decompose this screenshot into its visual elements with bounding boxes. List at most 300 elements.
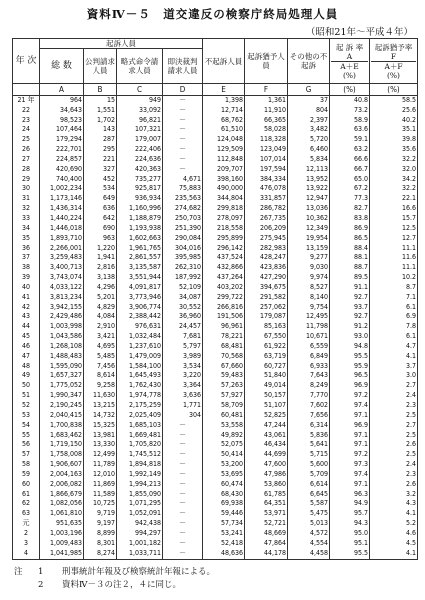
value-cell: 1,193,938 xyxy=(117,224,163,234)
value-cell: 59,446 xyxy=(203,509,245,519)
header-suspension-letter: F xyxy=(390,51,397,61)
header-year: 年 次 xyxy=(13,39,40,84)
value-cell: 92.7 xyxy=(330,312,370,322)
table-row xyxy=(13,539,418,549)
table-row xyxy=(13,253,418,263)
value-cell: 67,660 xyxy=(203,362,245,372)
value-cell: 88.1 xyxy=(330,253,370,263)
value-cell: 124,048 xyxy=(203,135,245,145)
table-row xyxy=(13,411,418,421)
value-cell: 95.5 xyxy=(330,549,370,559)
value-cell: 1,188,879 xyxy=(117,214,163,224)
value-cell: 476,078 xyxy=(245,184,288,194)
value-cell: 420,363 xyxy=(117,165,163,175)
value-cell: 2,816 xyxy=(84,263,117,273)
value-cell: 96,961 xyxy=(203,322,245,332)
table-row xyxy=(13,283,418,293)
value-cell: 9,258 xyxy=(84,381,117,391)
value-cell: 78,221 xyxy=(203,332,245,342)
value-cell: 1,440,224 xyxy=(40,214,84,224)
value-cell: 191,506 xyxy=(203,312,245,322)
value-cell: 95.9 xyxy=(330,362,370,372)
value-cell: 82.7 xyxy=(330,204,370,214)
value-cell: 94.3 xyxy=(330,519,370,529)
header-other-non: その他の不起訴 xyxy=(288,39,330,84)
header-public-trial: 公判請求人員 xyxy=(84,49,117,84)
value-cell: 75,883 xyxy=(163,184,203,194)
value-cell: 95.0 xyxy=(330,529,370,539)
value-cell: 118,328 xyxy=(245,135,288,145)
value-cell: 95.1 xyxy=(330,539,370,549)
value-cell: 15 xyxy=(84,95,117,105)
value-cell: 67,550 xyxy=(245,332,288,342)
value-cell: 4,829 xyxy=(84,303,117,313)
value-cell: 13,922 xyxy=(288,184,330,194)
value-cell: 53,241 xyxy=(203,529,245,539)
value-cell: 13,330 xyxy=(84,440,117,450)
value-cell: 143 xyxy=(84,125,117,135)
value-cell: 5,836 xyxy=(288,431,330,441)
table-row xyxy=(13,194,418,204)
value-cell: 97.4 xyxy=(330,401,370,411)
value-cell: 299,818 xyxy=(203,204,245,214)
value-cell: 222,406 xyxy=(117,145,163,155)
table-row xyxy=(13,106,418,116)
value-cell: 88.7 xyxy=(330,263,370,273)
table-row xyxy=(13,480,418,490)
note-2 xyxy=(14,579,215,592)
value-cell: － xyxy=(163,95,203,105)
value-cell: 61,922 xyxy=(245,342,288,352)
value-cell: 2,388,442 xyxy=(117,312,163,322)
value-cell: 49,892 xyxy=(203,431,245,441)
value-cell: 43,061 xyxy=(245,431,288,441)
value-cell: 295,899 xyxy=(203,234,245,244)
letter-cell: D xyxy=(163,84,203,96)
table-row xyxy=(13,352,418,362)
value-cell: 224,636 xyxy=(117,155,163,165)
value-cell: 398,160 xyxy=(203,175,245,185)
value-cell: 1,220 xyxy=(84,244,117,254)
value-cell: 2.7 xyxy=(370,381,418,391)
year-cell: 26 xyxy=(13,145,40,155)
value-cell: 1,961,765 xyxy=(117,244,163,254)
value-cell: 6,849 xyxy=(288,352,330,362)
value-cell: 1,052,091 xyxy=(117,509,163,519)
value-cell: 61,785 xyxy=(245,490,288,500)
value-cell: 1,436,314 xyxy=(40,204,84,214)
value-cell: 3,743,074 xyxy=(40,273,84,283)
value-cell: 1,361 xyxy=(245,95,288,105)
table-row xyxy=(13,175,418,185)
value-cell: 1,906,607 xyxy=(40,460,84,470)
value-cell: 6.1 xyxy=(370,303,418,313)
note-1 xyxy=(14,566,215,579)
value-cell: 2,006,082 xyxy=(40,480,84,490)
value-cell: 12,499 xyxy=(84,450,117,460)
header-prosecution-group: 起訴人員 xyxy=(40,39,203,49)
value-cell: 286,782 xyxy=(245,204,288,214)
value-cell: 1,446,018 xyxy=(40,224,84,234)
value-cell: 65.0 xyxy=(330,175,370,185)
value-cell: 299,722 xyxy=(203,293,245,303)
year-cell: 55 xyxy=(13,431,40,441)
value-cell: 53,200 xyxy=(203,460,245,470)
value-cell: 8,274 xyxy=(84,549,117,559)
year-cell: 54 xyxy=(13,421,40,431)
value-cell: 47,986 xyxy=(245,470,288,480)
table-body xyxy=(13,84,418,560)
table-row xyxy=(13,421,418,431)
table-header xyxy=(13,39,418,84)
value-cell: 9,974 xyxy=(288,273,330,283)
table-row xyxy=(13,381,418,391)
value-cell: 1,702 xyxy=(84,116,117,126)
value-cell: 92.7 xyxy=(330,293,370,303)
table-row xyxy=(13,204,418,214)
value-cell: 60,727 xyxy=(245,362,288,372)
value-cell: 85,163 xyxy=(245,322,288,332)
value-cell: 60,474 xyxy=(203,480,245,490)
table-row xyxy=(13,529,418,539)
value-cell: 64,351 xyxy=(245,499,288,509)
value-cell: 534 xyxy=(84,184,117,194)
value-cell: 39.8 xyxy=(370,135,418,145)
value-cell: 15.7 xyxy=(370,214,418,224)
value-cell: 7,770 xyxy=(288,391,330,401)
value-cell: 1,003,998 xyxy=(40,322,84,332)
value-cell: 129,509 xyxy=(203,145,245,155)
year-cell: 44 xyxy=(13,322,40,332)
value-cell: 282,983 xyxy=(245,244,288,254)
year-cell: 49 xyxy=(13,371,40,381)
table-row xyxy=(13,273,418,283)
value-cell: 47,600 xyxy=(245,460,288,470)
value-cell: 3,138 xyxy=(84,273,117,283)
value-cell: 53,971 xyxy=(245,509,288,519)
value-cell: 34.2 xyxy=(370,175,418,185)
value-cell: 58.9 xyxy=(330,116,370,126)
value-cell: 1,771 xyxy=(163,401,203,411)
value-cell: 1,705,820 xyxy=(117,440,163,450)
value-cell: 1,041,985 xyxy=(40,549,84,559)
value-cell: 1,941 xyxy=(84,253,117,263)
value-cell: 304,016 xyxy=(163,244,203,254)
header-suspension-pct: (%) xyxy=(387,70,400,80)
value-cell: 9,197 xyxy=(84,519,117,529)
value-cell: 4.1 xyxy=(370,352,418,362)
table-row xyxy=(13,460,418,470)
value-cell: 22.1 xyxy=(370,194,418,204)
value-cell: 649 xyxy=(84,194,117,204)
value-cell: － xyxy=(163,499,203,509)
note-number: 2 xyxy=(38,580,44,590)
value-cell: 1,551 xyxy=(84,106,117,116)
value-cell: 58,028 xyxy=(245,125,288,135)
year-cell: 53 xyxy=(13,411,40,421)
value-cell: 5,485 xyxy=(84,352,117,362)
value-cell: 1,990,347 xyxy=(40,391,84,401)
value-cell: 4.1 xyxy=(370,549,418,559)
value-cell: － xyxy=(163,165,203,175)
value-cell: 291,582 xyxy=(245,293,288,303)
value-cell: 1,032,484 xyxy=(117,332,163,342)
value-cell: 7,456 xyxy=(84,362,117,372)
value-cell: 3,942,155 xyxy=(40,303,84,313)
value-cell: 12,113 xyxy=(288,165,330,175)
value-cell: 951,635 xyxy=(40,519,84,529)
value-cell: 93.0 xyxy=(330,332,370,342)
value-cell: 7,643 xyxy=(288,371,330,381)
value-cell: 11,798 xyxy=(288,322,330,332)
value-cell: 95.7 xyxy=(330,509,370,519)
value-cell: 2,910 xyxy=(84,322,117,332)
value-cell: 1,584,100 xyxy=(117,362,163,372)
value-cell: 251,390 xyxy=(163,224,203,234)
value-cell: 2.5 xyxy=(370,450,418,460)
value-cell: 304 xyxy=(163,411,203,421)
value-cell: 6,933 xyxy=(288,362,330,372)
value-cell: 4,091,817 xyxy=(117,283,163,293)
value-cell: 57,263 xyxy=(203,381,245,391)
value-cell: 1,866,679 xyxy=(40,490,84,500)
value-cell: 52,825 xyxy=(245,411,288,421)
year-cell: 40 xyxy=(13,283,40,293)
value-cell: 2,040,415 xyxy=(40,411,84,421)
table-row xyxy=(13,125,418,135)
table-row xyxy=(13,519,418,529)
value-cell: 69,938 xyxy=(203,499,245,509)
value-cell: 740,400 xyxy=(40,175,84,185)
year-cell: 59 xyxy=(13,470,40,480)
value-cell: 96.3 xyxy=(330,490,370,500)
table-row xyxy=(13,401,418,411)
page-title: 資料Ⅳ－５ 道交違反の検察庁終局処理人員 xyxy=(86,7,339,21)
value-cell: 51,840 xyxy=(245,371,288,381)
value-cell: 395,985 xyxy=(163,253,203,263)
table-row xyxy=(13,470,418,480)
value-cell: 11,589 xyxy=(84,490,117,500)
value-cell: 1,001,182 xyxy=(117,539,163,549)
year-cell: 元 xyxy=(13,519,40,529)
table-row xyxy=(13,342,418,352)
value-cell: － xyxy=(163,529,203,539)
value-cell: 6,645 xyxy=(288,490,330,500)
value-cell: 925,817 xyxy=(117,184,163,194)
value-cell: 13,981 xyxy=(84,431,117,441)
header-suspended: 起訴猶予人員 xyxy=(245,39,288,84)
letter-cell xyxy=(13,84,40,96)
value-cell: 437,524 xyxy=(203,253,245,263)
value-cell: 8.7 xyxy=(370,283,418,293)
value-cell: 1,657,327 xyxy=(40,371,84,381)
value-cell: 66.7 xyxy=(330,165,370,175)
value-cell: 46,434 xyxy=(245,440,288,450)
value-cell: 8,301 xyxy=(84,539,117,549)
value-cell: 384,334 xyxy=(245,175,288,185)
value-cell: 3,482 xyxy=(288,125,330,135)
year-cell: 35 xyxy=(13,234,40,244)
value-cell: 420,690 xyxy=(40,165,84,175)
value-cell: 218,558 xyxy=(203,224,245,234)
value-cell: 5,201 xyxy=(84,293,117,303)
value-cell: 63.6 xyxy=(330,125,370,135)
year-cell: 58 xyxy=(13,460,40,470)
value-cell: 1,894,818 xyxy=(117,460,163,470)
value-cell: 250,703 xyxy=(163,214,203,224)
value-cell: 33,092 xyxy=(117,106,163,116)
year-cell: 21 年 xyxy=(13,95,40,105)
value-cell: 40.2 xyxy=(370,116,418,126)
year-cell: 52 xyxy=(13,401,40,411)
value-cell: 1,479,009 xyxy=(117,352,163,362)
value-cell: 1,595,090 xyxy=(40,362,84,372)
value-cell: 37 xyxy=(288,95,330,105)
value-cell: 52,109 xyxy=(163,283,203,293)
value-cell: 2,429,486 xyxy=(40,312,84,322)
note-text: 刑事統計年報及び検察統計年報による。 xyxy=(62,567,216,577)
value-cell: 5,600 xyxy=(288,460,330,470)
value-cell: 4,671 xyxy=(163,175,203,185)
value-cell: 44,178 xyxy=(245,549,288,559)
value-cell: 221 xyxy=(84,155,117,165)
value-cell: 1,758,008 xyxy=(40,450,84,460)
value-cell: 8,140 xyxy=(288,293,330,303)
value-cell: 32.0 xyxy=(370,165,418,175)
value-cell: 59,483 xyxy=(203,371,245,381)
value-cell: 49,014 xyxy=(245,381,288,391)
year-cell: 47 xyxy=(13,352,40,362)
year-cell: 33 xyxy=(13,214,40,224)
value-cell: 63,719 xyxy=(245,352,288,362)
header-rate-letter: A xyxy=(346,51,353,61)
value-cell: 9,277 xyxy=(288,253,330,263)
value-cell: 35.1 xyxy=(370,125,418,135)
value-cell: 1,488,483 xyxy=(40,352,84,362)
value-cell: 77.3 xyxy=(330,194,370,204)
value-cell: 394,675 xyxy=(245,283,288,293)
notes-label: 注 xyxy=(14,567,23,577)
value-cell: 97.1 xyxy=(330,431,370,441)
letter-cell: B xyxy=(84,84,117,96)
value-cell: 1,745,512 xyxy=(117,450,163,460)
value-cell: 97.4 xyxy=(330,470,370,480)
table-row xyxy=(13,244,418,254)
value-cell: 2.7 xyxy=(370,421,418,431)
value-cell: 91.1 xyxy=(330,283,370,293)
value-cell: 13,952 xyxy=(288,175,330,185)
value-cell: 2.4 xyxy=(370,460,418,470)
year-cell: 31 xyxy=(13,194,40,204)
value-cell: 107,321 xyxy=(117,125,163,135)
value-cell: 1,855,090 xyxy=(117,490,163,500)
value-cell: 96.9 xyxy=(330,421,370,431)
value-cell: 6,314 xyxy=(288,421,330,431)
header-suspension-rate xyxy=(370,39,418,84)
value-cell: 1,043,586 xyxy=(40,332,84,342)
value-cell: 936,934 xyxy=(117,194,163,204)
year-cell: 45 xyxy=(13,332,40,342)
value-cell: 12,714 xyxy=(203,106,245,116)
value-cell: 8,527 xyxy=(288,283,330,293)
value-cell: 1,160,996 xyxy=(117,204,163,214)
value-cell: 222,701 xyxy=(40,145,84,155)
year-cell: 60 xyxy=(13,480,40,490)
value-cell: 6,460 xyxy=(288,145,330,155)
value-cell: 35.6 xyxy=(370,145,418,155)
letter-cell: (%) xyxy=(330,84,370,96)
value-cell: 44,699 xyxy=(245,450,288,460)
value-cell: 6.1 xyxy=(370,332,418,342)
year-cell: 30 xyxy=(13,184,40,194)
value-cell: 57,734 xyxy=(203,519,245,529)
value-cell: 1,645,493 xyxy=(117,371,163,381)
year-cell: 24 xyxy=(13,125,40,135)
value-cell: 98,523 xyxy=(40,116,84,126)
value-cell: 7.1 xyxy=(370,293,418,303)
value-cell: 1,061,810 xyxy=(40,509,84,519)
value-cell: 179,294 xyxy=(40,135,84,145)
value-cell: 1,398 xyxy=(203,95,245,105)
value-cell: 1,719,150 xyxy=(40,440,84,450)
value-cell: － xyxy=(163,440,203,450)
value-cell: 5,797 xyxy=(163,342,203,352)
value-cell: 13,215 xyxy=(84,401,117,411)
table-row xyxy=(13,116,418,126)
header-suspension-formula: A＋F xyxy=(371,61,416,71)
value-cell: 52,075 xyxy=(203,440,245,450)
note-text: 資料Ⅳ－３の注２，４に同じ。 xyxy=(62,580,181,590)
value-cell: 3,813,234 xyxy=(40,293,84,303)
table-row xyxy=(13,224,418,234)
value-cell: 3,135,587 xyxy=(117,263,163,273)
value-cell: 107,464 xyxy=(40,125,84,135)
value-cell: 942,438 xyxy=(117,519,163,529)
value-cell: 4.1 xyxy=(370,509,418,519)
value-cell: 11,869 xyxy=(84,480,117,490)
table-row xyxy=(13,145,418,155)
table-row xyxy=(13,490,418,500)
header-non-prosecution: 不起訴人員 xyxy=(203,39,245,84)
value-cell: 52,721 xyxy=(245,519,288,529)
value-cell: 266,816 xyxy=(203,303,245,313)
value-cell: 1,893,710 xyxy=(40,234,84,244)
value-cell: 34,643 xyxy=(40,106,84,116)
value-cell: 112,848 xyxy=(203,155,245,165)
value-cell: 83.8 xyxy=(330,214,370,224)
value-cell: 86.5 xyxy=(330,234,370,244)
value-cell: 1,775,052 xyxy=(40,381,84,391)
value-cell: 344,804 xyxy=(203,194,245,204)
value-cell: 5,834 xyxy=(288,155,330,165)
value-cell: 12,349 xyxy=(288,224,330,234)
letter-cell: A xyxy=(40,84,84,96)
value-cell: － xyxy=(163,519,203,529)
year-cell: 25 xyxy=(13,135,40,145)
value-cell: 1,974,778 xyxy=(117,391,163,401)
value-cell: 5,715 xyxy=(288,450,330,460)
value-cell: 735,277 xyxy=(117,175,163,185)
letter-cell: G xyxy=(288,84,330,96)
value-cell: 3,534 xyxy=(163,362,203,372)
value-cell: 11,630 xyxy=(84,391,117,401)
value-cell: 432,866 xyxy=(203,263,245,273)
table-row xyxy=(13,155,418,165)
table-row xyxy=(13,293,418,303)
year-cell: 63 xyxy=(13,509,40,519)
value-cell: 4,554 xyxy=(288,539,330,549)
value-cell: 1,173,146 xyxy=(40,194,84,204)
